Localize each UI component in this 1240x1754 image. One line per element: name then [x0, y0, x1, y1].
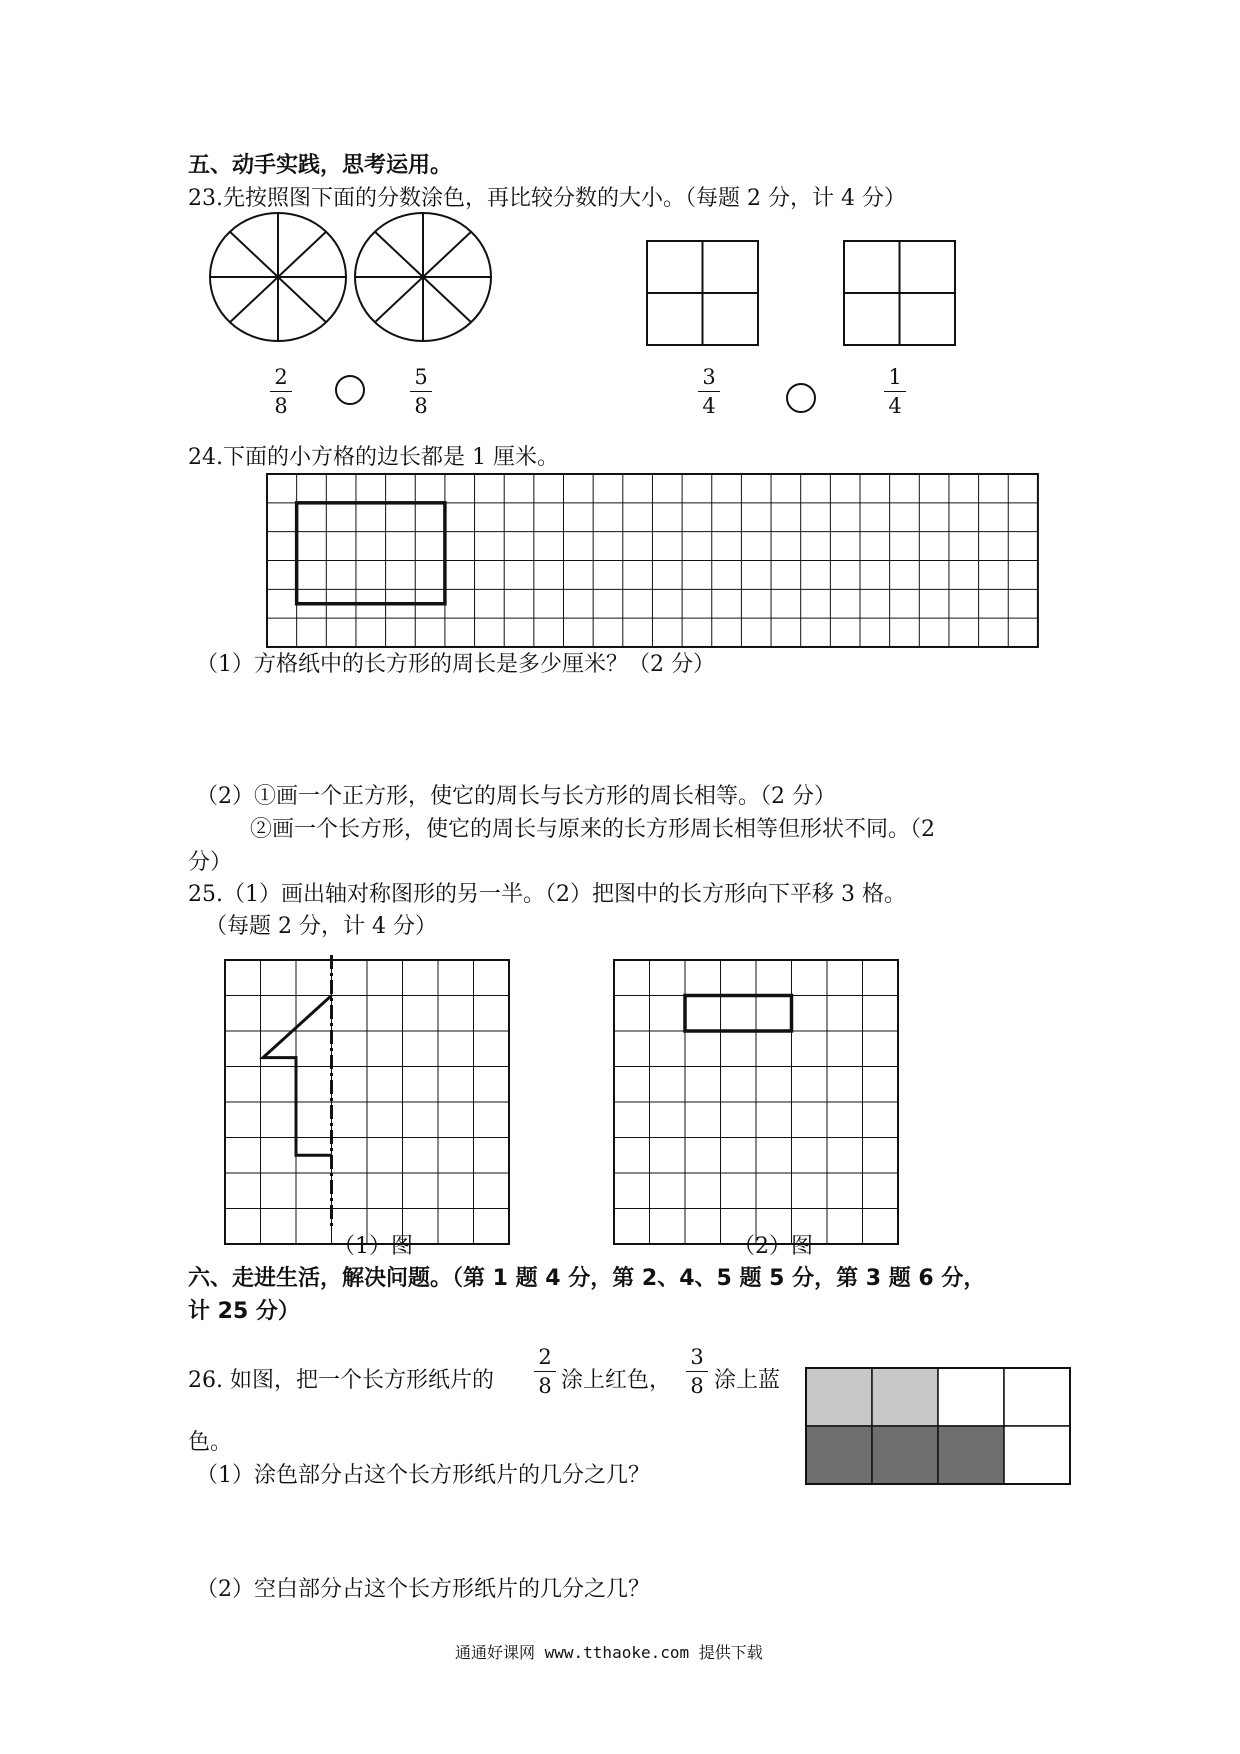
fraction-3-8-blue: 3 8 — [682, 1345, 712, 1398]
question-24-sub2c: 分） — [188, 850, 233, 875]
question-26-sub1: （1）涂色部分占这个长方形纸片的几分之几？ — [196, 1463, 650, 1488]
question-24-text: 24.下面的小方格的边长都是 1 厘米。 — [188, 445, 559, 470]
question-26-text-d: 色。 — [188, 1430, 233, 1455]
question-26-text-a: 26. 如图，把一个长方形纸片的 — [188, 1368, 494, 1393]
paper-cell — [872, 1368, 938, 1426]
fraction-5-8: 5 8 — [406, 365, 436, 418]
figure-1-caption: （1）图 — [333, 1234, 413, 1259]
section-6-title-line1: 六、走进生活，解决问题。（第 1 题 4 分，第 2、4、5 题 5 分，第 3 题 6 分， — [188, 1266, 986, 1291]
small-rectangle — [685, 996, 792, 1032]
question-23-text: 23.先按照图下面的分数涂色，再比较分数的大小。（每题 2 分，计 4 分） — [188, 186, 906, 211]
fraction-3-4: 3 4 — [694, 365, 724, 418]
paper-cell — [806, 1368, 872, 1426]
question-26-text-b: 涂上红色， — [561, 1368, 672, 1393]
question-24-sub2a: （2）①画一个正方形，使它的周长与长方形的周长相等。（2 分） — [196, 784, 836, 809]
paper-cell — [872, 1426, 938, 1484]
question-26-text-c: 涂上蓝 — [714, 1368, 781, 1393]
question-24-sub2b: ②画一个长方形，使它的周长与原来的长方形周长相等但形状不同。（2 — [250, 817, 935, 842]
question-24-sub1: （1）方格纸中的长方形的周长是多少厘米？（2 分） — [196, 652, 715, 677]
paper-cell — [1004, 1368, 1070, 1426]
question-25-text: 25.（1）画出轴对称图形的另一半。（2）把图中的长方形向下平移 3 格。 — [188, 882, 906, 907]
fraction-1-4: 1 4 — [880, 365, 910, 418]
question-25-note: （每题 2 分，计 4 分） — [205, 914, 437, 939]
paper-cell — [806, 1426, 872, 1484]
fraction-2-8-red: 2 8 — [530, 1345, 560, 1398]
section-6-title-line2: 计 25 分） — [188, 1299, 300, 1324]
section-5-title: 五、动手实践，思考运用。 — [188, 153, 453, 178]
rectangle-shape — [297, 503, 445, 604]
figure-2-caption: （2）图 — [733, 1234, 813, 1259]
paper-cell — [938, 1368, 1004, 1426]
question-26-sub2: （2）空白部分占这个长方形纸片的几分之几？ — [196, 1577, 650, 1602]
half-figure — [263, 996, 332, 1156]
paper-cell — [938, 1426, 1004, 1484]
footer-text: 通通好课网 www.tthaoke.com 提供下载 — [455, 1643, 763, 1662]
fraction-2-8: 2 8 — [266, 365, 296, 418]
paper-cell — [1004, 1426, 1070, 1484]
